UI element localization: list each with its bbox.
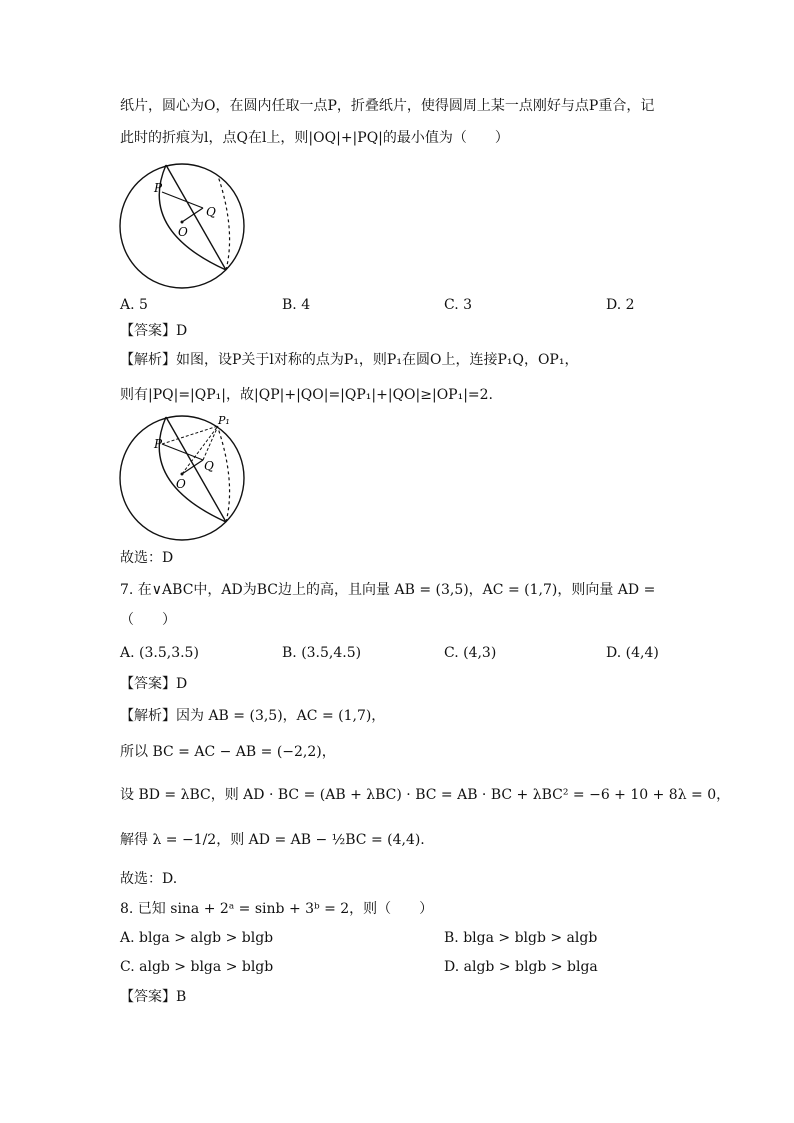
q7-analysis-line4: 解得 λ = −1/2，则 AD = AB − ½BC = (4,4). [120,832,425,848]
fig2-label-Q: Q [204,459,214,473]
q6-option-c: C. 3 [444,297,473,313]
q7-analysis-line3: 设 BD = λBC，则 AD · BC = (AB + λBC) · BC = AB · BC + λBC² = −6 + 10 + 8λ = 0， [120,787,731,803]
q8-option-b: B. blga > blgb > algb [444,930,598,946]
q7-option-b: B. (3.5,4.5) [282,645,362,661]
q7-answer: 【答案】D [120,676,188,692]
q6-answer: 【答案】D [120,323,188,339]
q8-stem: 8. 已知 sina + 2ᵃ = sinb + 3ᵇ = 2，则（ ） [120,901,434,917]
q6-option-a: A. 5 [120,297,148,313]
q8-option-a: A. blga > algb > blgb [120,930,274,946]
q7-option-a: A. (3.5,3.5) [120,645,199,661]
fig2-label-P: P [154,437,163,451]
q8-option-d: D. algb > blgb > blga [444,959,598,975]
fig1-label-P: P [154,181,163,195]
q7-option-c: C. (4,3) [444,645,497,661]
q7-analysis-line5: 故选：D. [120,871,178,887]
q7-analysis-line2: 所以 BC = AC − AB = (−2,2)， [120,744,336,760]
q7-analysis-line1: 【解析】因为 AB = (3,5)，AC = (1,7)， [120,708,386,724]
fig1-label-Q: Q [206,205,216,219]
q6-stem-line2: 此时的折痕为l，点Q在l上，则|OQ|+|PQ|的最小值为（ ） [120,130,509,146]
q8-answer: 【答案】B [120,989,187,1005]
fig1-label-O: O [178,225,188,239]
q6-stem-line1: 纸片，圆心为O，在圆内任取一点P，折叠纸片，使得圆周上某一点刚好与点P重合，记 [120,98,655,114]
q6-choice: 故选：D [120,550,174,566]
fig2-label-O: O [176,477,186,491]
fig2-label-P1: P₁ [218,414,230,427]
q6-analysis-line2: 则有|PQ|=|QP₁|，故|QP|+|QO|=|QP₁|+|QO|≥|OP₁|=2. [120,387,494,403]
q7-stem-line2: （ ） [120,612,176,628]
q7-option-d: D. (4,4) [606,645,659,661]
q7-stem-line1: 7. 在∨ABC中，AD为BC边上的高，且向量 AB = (3,5)，AC = (1,7)，则向量 AD = [120,582,656,598]
q6-figure-2 [118,412,258,542]
q6-figure-1 [118,160,258,290]
q6-option-b: B. 4 [282,297,311,313]
q8-option-c: C. algb > blga > blgb [120,959,274,975]
q6-option-d: D. 2 [606,297,635,313]
q6-analysis-line1: 【解析】如图，设P关于l对称的点为P₁，则P₁在圆O上，连接P₁Q，OP₁， [120,352,579,368]
